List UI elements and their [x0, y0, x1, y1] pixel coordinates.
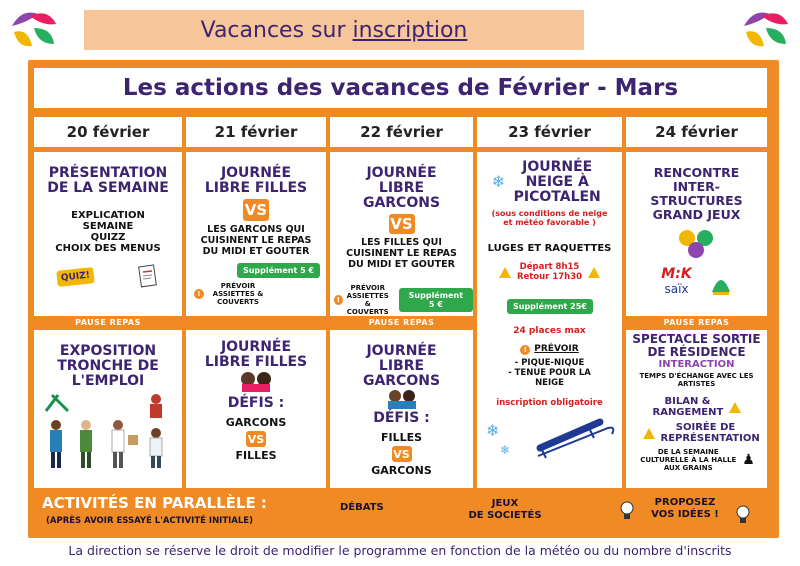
d22-afternoon-title: JOURNÉE LIBRE GARCONS — [362, 343, 441, 389]
lightbulb-icon — [736, 504, 750, 526]
d24-semaine: DE LA SEMAINE CULTURELLE À LA HALLE AUX GRAINS — [640, 448, 737, 472]
d22-prevoir: PRÉVOIR ASSIETTES & COUVERTS — [346, 284, 389, 316]
d20-afternoon-title: EXPOSITION TRONCHE DE L'EMPLOI — [57, 343, 159, 389]
supplement-badge: Supplément 5 € — [237, 263, 320, 278]
page-header-title — [84, 10, 584, 50]
d22-morning-text: LES FILLES QUI CUISINENT LE REPAS DU MIDI ET GOUTER — [346, 237, 457, 270]
workers-illustration — [38, 391, 178, 471]
day-header-21: 21 février — [186, 117, 326, 147]
quiz-sticker: QUIZ! — [56, 267, 94, 287]
day-header-22: 22 février — [330, 117, 473, 147]
supplement-badge: Supplément 5 € — [399, 288, 473, 312]
parallel-item-jeux-line2: DE SOCIETÉS — [468, 510, 542, 521]
lightbulb-icon — [620, 500, 634, 522]
d23-title: JOURNÉE NEIGE À PICOTALEN — [513, 159, 601, 205]
cell-24-morning — [626, 152, 767, 316]
d22-defis: DÉFIS : — [373, 410, 430, 426]
community-logo — [710, 266, 732, 296]
girls-icon — [236, 370, 276, 392]
header-title-prefix: Vacances sur — [200, 17, 346, 43]
parallel-subtitle: (APRÈS AVOIR ESSAYÉ L'ACTIVITÉ INITIALE) — [46, 516, 253, 526]
d23-prevoir-item: - PIQUE-NIQUE — [514, 358, 585, 368]
brand-logo-left — [8, 6, 60, 52]
d23-conditions: (sous conditions de neige et météo favorable ) — [491, 209, 608, 227]
d22-team1: FILLES — [380, 431, 423, 444]
pause-label-24: PAUSE REPAS — [663, 318, 730, 327]
cell-23-fullday — [477, 152, 622, 488]
d21-prevoir: PRÉVOIR ASSIETTES & COUVERTS — [212, 282, 264, 306]
parallel-item-debats: DÉBATS — [340, 502, 384, 513]
d20-item: EXPLICATION — [71, 210, 145, 221]
d24-morning-title: RENCONTRE INTER-STRUCTURES GRAND JEUX — [650, 165, 743, 222]
d24-bilan: BILAN & RANGEMENT — [652, 396, 724, 418]
d20-item: QUIZZ — [90, 232, 126, 243]
warning-icon — [588, 267, 600, 278]
day-header-23: 23 février — [477, 117, 622, 147]
menu-icon — [137, 264, 159, 290]
header-title-underlined: inscription — [352, 17, 468, 43]
d23-prevoir-item: - TENUE POUR LA NEIGE — [508, 368, 591, 388]
d21-defis: DÉFIS : — [227, 395, 285, 411]
vs-badge: VS — [244, 201, 268, 219]
parallel-item-idees-line1: PROPOSEZ — [654, 497, 716, 508]
boys-icon — [382, 389, 422, 409]
saix-logo-text: saïx — [664, 282, 689, 296]
supplement-badge: Supplément 25€ — [507, 299, 593, 314]
d23-inscription: inscription obligatoire — [496, 398, 603, 408]
parallel-item-idees — [640, 497, 730, 521]
day-header-24: 24 février — [626, 117, 767, 147]
d24-echange: TEMPS D'ÉCHANGE AVEC LES ARTISTES — [639, 372, 754, 388]
parallel-title: ACTIVITÉS EN PARALLÈLE : — [42, 494, 267, 512]
grand-jeux-icon — [667, 226, 727, 260]
d24-afternoon-title: SPECTACLE SORTIE DE RÉSIDENCE — [632, 332, 761, 359]
cell-24-afternoon — [626, 330, 767, 488]
svg-text:❄: ❄ — [499, 443, 510, 457]
cell-22-afternoon — [330, 330, 473, 488]
main-title: Les actions des vacances de Février - Mars — [34, 68, 767, 108]
parallel-item-jeux — [460, 498, 550, 522]
d23-activity: LUGES ET RAQUETTES — [487, 243, 612, 254]
vs-badge: VS — [390, 215, 413, 233]
alert-icon: ! — [334, 295, 343, 305]
mjc-logo: M:K — [661, 266, 692, 282]
vs-badge: VS — [247, 432, 265, 446]
cell-20-morning — [34, 152, 182, 316]
parallel-item-idees-line2: VOS IDÉES ! — [651, 509, 719, 520]
brand-logo-right — [740, 6, 792, 52]
warning-icon — [499, 267, 511, 278]
parallel-item-jeux-line1: JEUX — [491, 498, 519, 509]
d21-afternoon-title: JOURNÉE LIBRE FILLES — [204, 339, 308, 370]
alert-icon: ! — [520, 345, 530, 355]
alert-icon: ! — [194, 289, 204, 299]
svg-text:❄: ❄ — [485, 421, 499, 440]
dancer-icon: ♟ — [742, 452, 755, 468]
d20-item: SEMAINE — [82, 221, 134, 232]
d21-morning-text: LES GARCONS QUI CUISINENT LE REPAS DU MIDI ET GOUTER — [200, 224, 312, 257]
d20-morning-title: PRÉSENTATION DE LA SEMAINE — [47, 165, 169, 196]
cell-22-morning — [330, 152, 473, 316]
cell-21-afternoon — [186, 330, 326, 488]
d23-retour: Retour 17h30 — [516, 272, 583, 282]
d24-soiree: SOIRÉE DE REPRÉSENTATION — [660, 422, 760, 444]
d22-team2: GARCONS — [371, 464, 432, 477]
d24-interaction: INTERACTION — [658, 359, 735, 370]
footer-disclaimer: La direction se réserve le droit de modifier le programme en fonction de la météo ou du nombre d'inscrits — [68, 543, 732, 558]
d21-team2: FILLES — [235, 449, 277, 462]
snowflake-icon: ❄ — [491, 172, 506, 191]
sled-illustration — [480, 414, 620, 462]
d23-depart: Départ 8h15 — [519, 262, 580, 272]
d21-morning-title: JOURNÉE LIBRE FILLES — [204, 165, 308, 196]
d23-prevoir: PRÉVOIR — [534, 344, 579, 354]
warning-icon — [729, 402, 741, 413]
day-header-20: 20 février — [34, 117, 182, 147]
cell-20-afternoon — [34, 330, 182, 488]
d23-places: 24 places max — [513, 326, 586, 336]
cell-21-morning — [186, 152, 326, 316]
d20-item: CHOIX DES MENUS — [55, 243, 161, 254]
pause-label-20: PAUSE REPAS — [75, 318, 141, 327]
d22-morning-title: JOURNÉE LIBRE GARCONS — [362, 165, 441, 211]
d21-team1: GARCONS — [225, 416, 287, 429]
pause-label-22: PAUSE REPAS — [368, 318, 435, 327]
warning-icon — [643, 428, 655, 439]
vs-badge: VS — [393, 447, 410, 461]
